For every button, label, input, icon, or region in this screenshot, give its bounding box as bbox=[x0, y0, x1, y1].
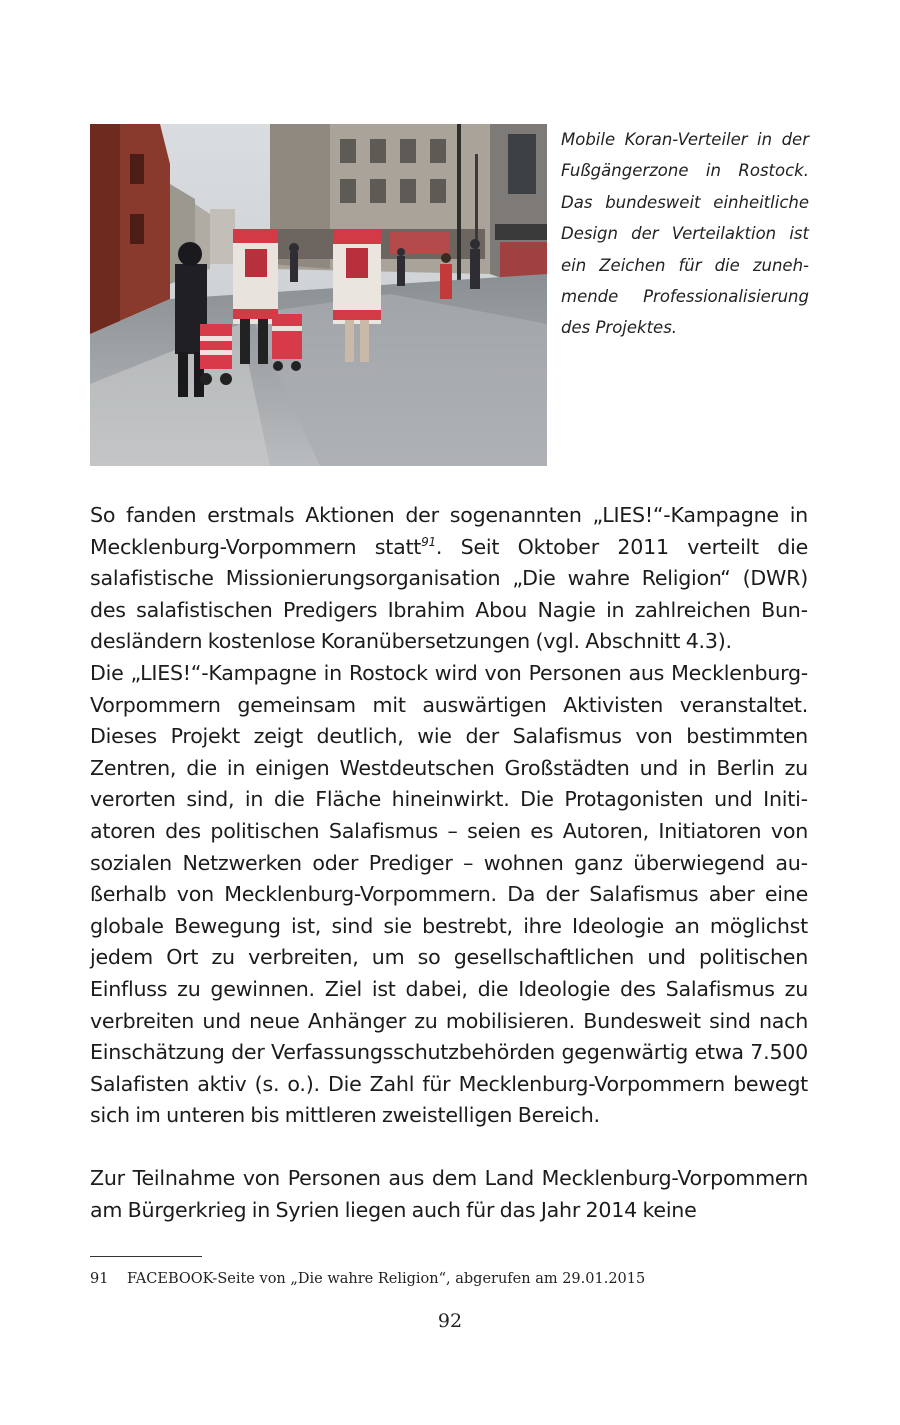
footnote-divider bbox=[90, 1256, 202, 1257]
body-paragraph-2: Zur Teilnahme von Personen aus dem Land Mecklenburg-Vorpommern am Bürgerkrieg in Syrien liegen auch für das Jahr 2014 keine bbox=[90, 1166, 808, 1222]
footnote bbox=[90, 1268, 808, 1290]
page-number: 92 bbox=[437, 1310, 463, 1332]
street-scene-photo bbox=[90, 124, 547, 466]
figure-caption: Mobile Koran-Verteiler in der Fußgängerzone in Rostock. Das bundesweit einheitliche Design der Verteilaktion ist ein Zeichen für die zunehmende Professionalisierung des Projektes. bbox=[561, 130, 809, 338]
footnote-marker[interactable]: 91 bbox=[421, 534, 436, 549]
figure-photo bbox=[90, 124, 547, 466]
footnote-number: 91 bbox=[90, 1271, 109, 1287]
paragraph-1-continuation: Die „LIES!“-Kampagne in Rostock wird von Personen aus Mecklenburg-Vorpommern gemeinsam mit auswärtigen Aktivisten veranstaltet. Dieses Projekt zeigt deutlich, wie der Salafismus von bestimmten Zentren, die in einigen Westdeutschen Großstädten und in Berlin zu verorten sind, in die Fläche hineinwirkt. Die Protagonisten und Initiatoren des politischen Salafismus – seien es Autoren, Initiatoren von sozialen Netzwerken oder Prediger – wohnen ganz überwiegend außerhalb von Mecklenburg-Vorpommern. Da der Salafismus aber eine globale Bewegung ist, sind sie bestrebt, ihre Ideologie an möglichst jedem Ort zu verbreiten, um so gesellschaftlichen und politischen Einfluss zu gewinnen. Ziel ist dabei, die Ideologie des Salafismus zu verbreiten und neue Anhänger zu mobilisieren. Bundesweit sind nach Einschätzung der Verfassungsschutzbehörden gegenwärtig etwa 7.500 Salafisten aktiv (s. o.). Die Zahl für Mecklenburg-Vorpommern bewegt sich im unteren bis mittleren zweistelligen Bereich. bbox=[90, 660, 808, 1128]
body-paragraph-1 bbox=[90, 500, 808, 1132]
footnote-text: FACEBOOK-Seite von „Die wahre Religion“, abgerufen am 29.01.2015 bbox=[127, 1271, 646, 1287]
paragraph-1-text-b: . Seit Oktober 2011 verteilt die salafistische Missionierungsorganisation „Die wahre Religion“ (DWR) des salafistischen Predigers Ibrahim Abou Nagie in zahlreichen Bundesländern kostenlose Koranübersetzungen (vgl. Abschnitt 4.3). bbox=[90, 534, 809, 654]
paragraph-1-text-a: So fanden erstmals Aktionen der sogenannten „LIES!“-Kampagne in Mecklenburg-Vorpommern statt bbox=[90, 503, 808, 559]
